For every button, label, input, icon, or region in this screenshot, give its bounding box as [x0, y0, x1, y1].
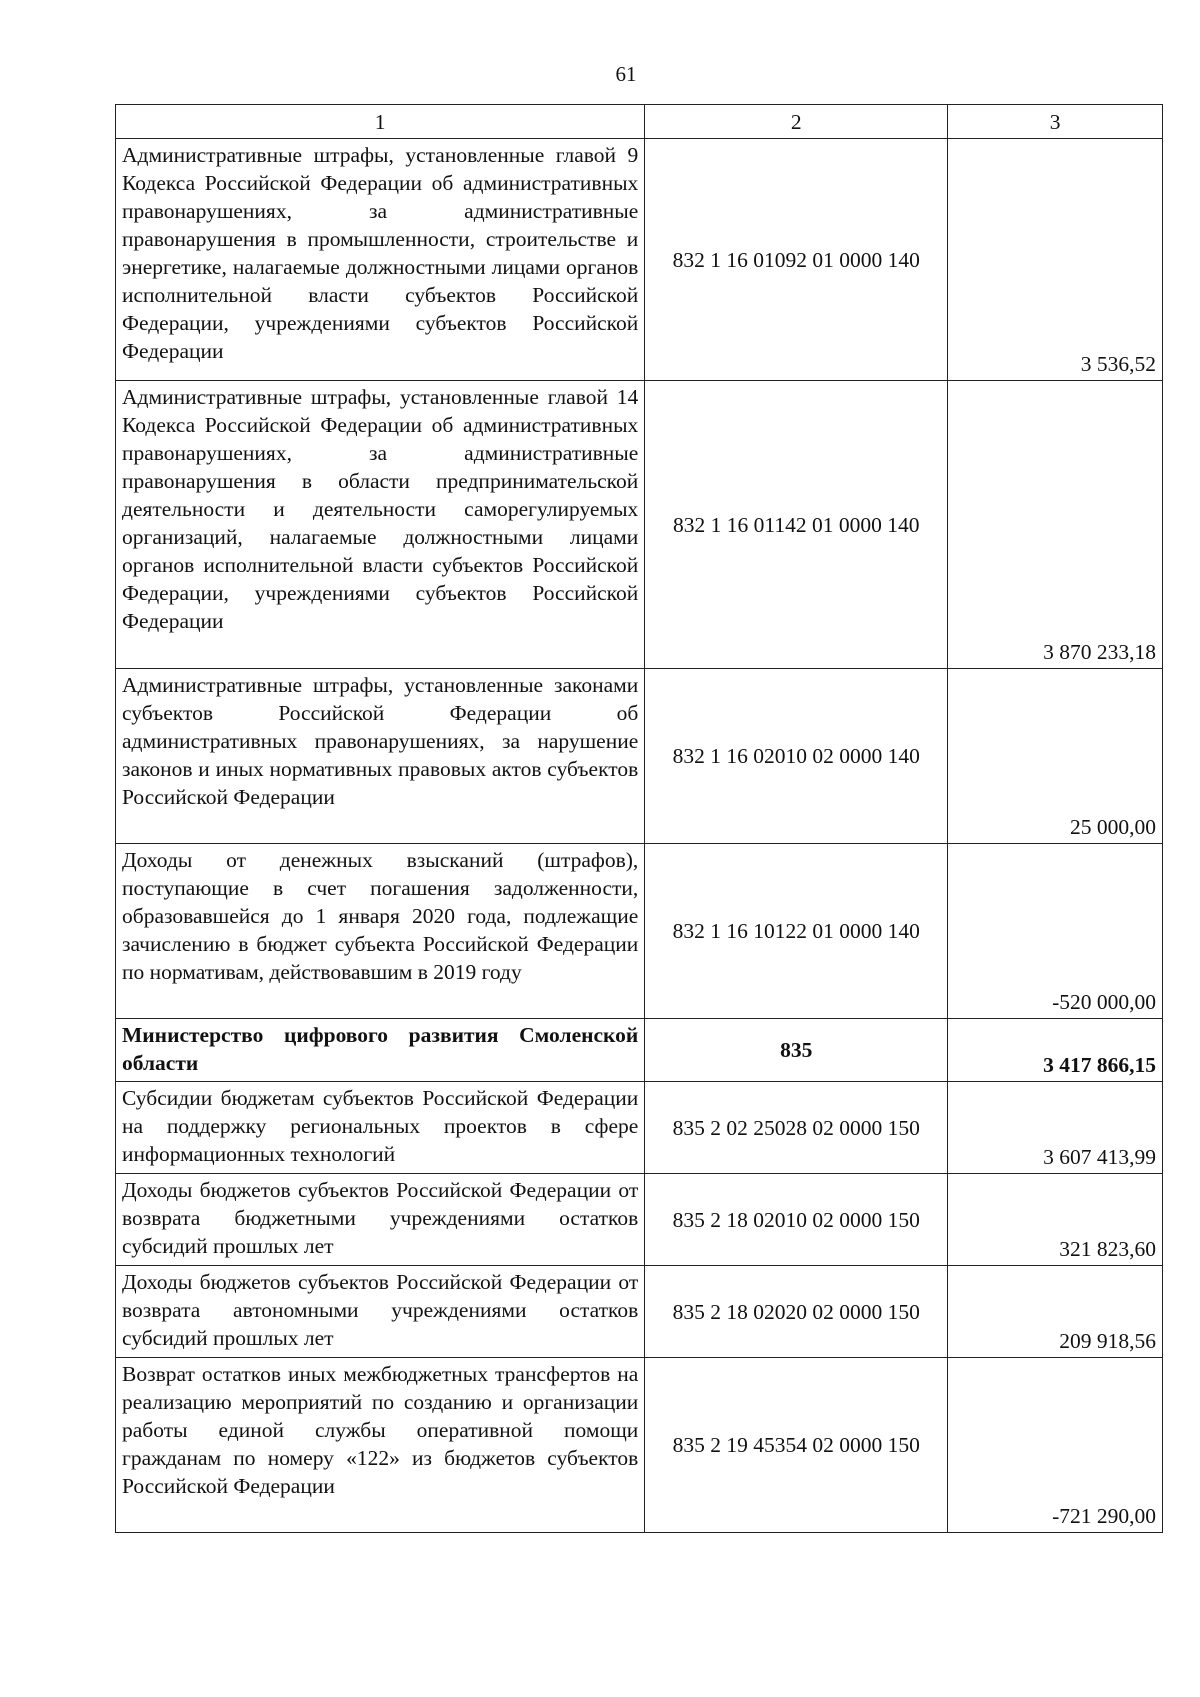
row-amount: 321 823,60: [948, 1174, 1163, 1266]
row-amount: 3 417 866,15: [948, 1019, 1163, 1082]
row-name: Субсидии бюджетам субъектов Российской Федерации на поддержку региональных проектов в сфере информационных технологий: [116, 1082, 645, 1174]
row-amount: 25 000,00: [948, 669, 1163, 844]
table-row: [116, 381, 1163, 669]
table-row: [116, 1082, 1163, 1174]
row-amount: -520 000,00: [948, 844, 1163, 1019]
column-header-3: 3: [948, 105, 1163, 139]
column-header-2: 2: [645, 105, 948, 139]
table-row: [116, 1174, 1163, 1266]
row-amount: 3 870 233,18: [948, 381, 1163, 669]
row-name: Доходы бюджетов субъектов Российской Федерации от возврата бюджетными учреждениями остатков субсидий прошлых лет: [116, 1174, 645, 1266]
row-code: 832 1 16 10122 01 0000 140: [645, 844, 948, 1019]
table-row: [116, 669, 1163, 844]
row-amount: -721 290,00: [948, 1358, 1163, 1533]
table-row: [116, 844, 1163, 1019]
row-name: Доходы бюджетов субъектов Российской Федерации от возврата автономными учреждениями остатков субсидий прошлых лет: [116, 1266, 645, 1358]
table-row: [116, 139, 1163, 381]
row-amount: 3 536,52: [948, 139, 1163, 381]
row-amount: 209 918,56: [948, 1266, 1163, 1358]
table-header-row: [116, 105, 1163, 139]
row-code: 832 1 16 02010 02 0000 140: [645, 669, 948, 844]
row-name: Министерство цифрового развития Смоленской области: [116, 1019, 645, 1082]
row-code: 835 2 18 02020 02 0000 150: [645, 1266, 948, 1358]
row-code: 835: [645, 1019, 948, 1082]
row-name: Доходы от денежных взысканий (штрафов), поступающие в счет погашения задолженности, образовавшейся до 1 января 2020 года, подлежащие зачислению в бюджет субъекта Российской Федерации по нормативам, действовавшим в 2019 году: [116, 844, 645, 1019]
row-code: 835 2 02 25028 02 0000 150: [645, 1082, 948, 1174]
revenue-table: [115, 104, 1163, 1533]
row-code: 832 1 16 01092 01 0000 140: [645, 139, 948, 381]
row-name: Административные штрафы, установленные главой 9 Кодекса Российской Федерации об административных правонарушениях, за административные правонарушения в промышленности, строительстве и энергетике, налагаемые должностными лицами органов исполнительной власти субъектов Российской Федерации, учреждениями субъектов Российской Федерации: [116, 139, 645, 381]
row-amount: 3 607 413,99: [948, 1082, 1163, 1174]
table-row: [116, 1266, 1163, 1358]
row-code: 835 2 18 02010 02 0000 150: [645, 1174, 948, 1266]
table-row-section: [116, 1019, 1163, 1082]
row-code: 835 2 19 45354 02 0000 150: [645, 1358, 948, 1533]
page-number: 61: [615, 62, 637, 86]
row-code: 832 1 16 01142 01 0000 140: [645, 381, 948, 669]
column-header-1: 1: [116, 105, 645, 139]
row-name: Административные штрафы, установленные законами субъектов Российской Федерации об административных правонарушениях, за нарушение законов и иных нормативных правовых актов субъектов Российской Федерации: [116, 669, 645, 844]
table-row: [116, 1358, 1163, 1533]
row-name: Административные штрафы, установленные главой 14 Кодекса Российской Федерации об административных правонарушениях, за административные правонарушения в области предпринимательской деятельности и деятельности саморегулируемых организаций, налагаемые должностными лицами органов исполнительной власти субъектов Российской Федерации, учреждениями субъектов Российской Федерации: [116, 381, 645, 669]
row-name: Возврат остатков иных межбюджетных трансфертов на реализацию мероприятий по созданию и организации работы единой службы оперативной помощи гражданам по номеру «122» из бюджетов субъектов Российской Федерации: [116, 1358, 645, 1533]
